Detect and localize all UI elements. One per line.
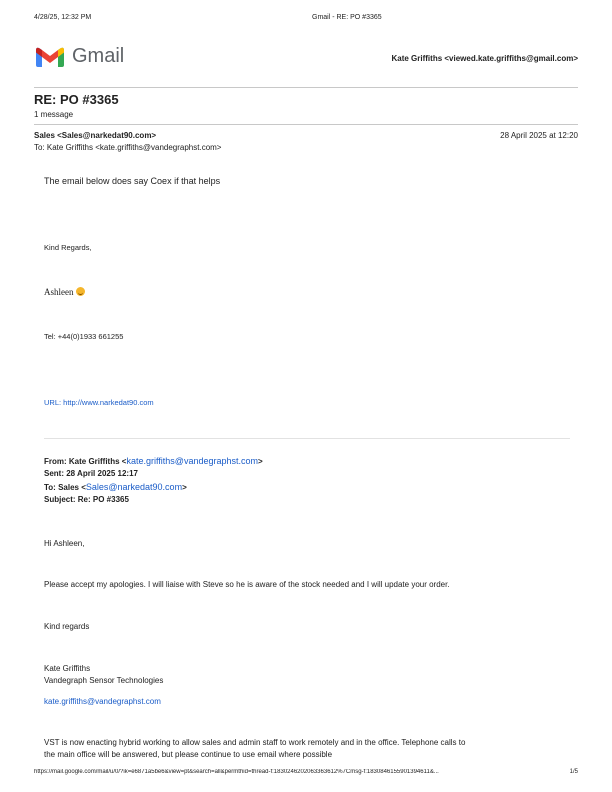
quoted-from-label: From: Kate Griffiths < xyxy=(44,457,127,466)
print-footer-url: https://mail.google.com/mail/u/0/?ik=e6871a5be6&view=pt&search=all&permthid=thread-f:1830246202063363612%7Cmsg-f:1830846155901394611&... xyxy=(34,769,439,775)
quoted-regards: Kind regards xyxy=(44,622,90,631)
gmail-m-icon xyxy=(34,45,66,69)
quoted-from-close: > xyxy=(258,457,263,466)
notice-line-1: VST is now enacting hybrid working to allow sales and admin staff to work remotely and in the office. Telephone calls to xyxy=(44,738,466,747)
print-page-title: Gmail - RE: PO #3365 xyxy=(312,14,382,21)
quoted-subject: Subject: Re: PO #3365 xyxy=(44,495,129,504)
message-from[interactable]: Sales <Sales@narkedat90.com> xyxy=(34,131,157,140)
signature-company: Vandegraph Sensor Technologies xyxy=(44,676,164,685)
body-intro: The email below does say Coex if that helps xyxy=(44,176,221,186)
message-date: 28 April 2025 at 12:20 xyxy=(500,131,578,140)
company-url-link[interactable]: URL: http://www.narkedat90.com xyxy=(44,398,154,407)
message-to: To: Kate Griffiths <kate.griffiths@vandegraphst.com> xyxy=(34,143,222,152)
gmail-wordmark: Gmail xyxy=(72,45,125,67)
signature-name: Kate Griffiths xyxy=(44,664,91,673)
message-count: 1 message xyxy=(34,110,74,119)
notice-line-2: the main office will be answered, but please continue to use email where possible xyxy=(44,750,333,759)
signature-email-link[interactable]: kate.griffiths@vandegraphst.com xyxy=(44,697,161,706)
telephone: Tel: +44(0)1933 661255 xyxy=(44,332,124,341)
thread-subject: RE: PO #3365 xyxy=(34,92,119,107)
print-page-number: 1/5 xyxy=(569,769,578,775)
smile-emoji-icon xyxy=(76,287,85,296)
account-label: Kate Griffiths <viewed.kate.griffiths@gmail.com> xyxy=(391,54,578,63)
header-divider xyxy=(34,87,578,88)
quoted-from xyxy=(44,456,263,466)
print-datetime: 4/28/25, 12:32 PM xyxy=(34,14,92,21)
quoted-to-close: > xyxy=(182,483,187,492)
quoted-greeting: Hi Ashleen, xyxy=(44,539,85,548)
subject-divider xyxy=(34,124,578,125)
sign-off: Kind Regards, xyxy=(44,243,92,252)
quote-divider xyxy=(44,438,570,439)
quoted-to-email-link[interactable]: Sales@narkedat90.com xyxy=(85,482,183,492)
quoted-apology: Please accept my apologies. I will liaise with Steve so he is aware of the stock needed and I will update your order. xyxy=(44,580,450,589)
quoted-to-label: To: Sales < xyxy=(44,483,86,492)
quoted-to xyxy=(44,482,187,492)
sender-name-line xyxy=(44,287,85,297)
quoted-sent: Sent: 28 April 2025 12:17 xyxy=(44,469,138,478)
sender-name: Ashleen xyxy=(44,287,74,297)
quoted-from-email-link[interactable]: kate.griffiths@vandegraphst.com xyxy=(126,456,258,466)
